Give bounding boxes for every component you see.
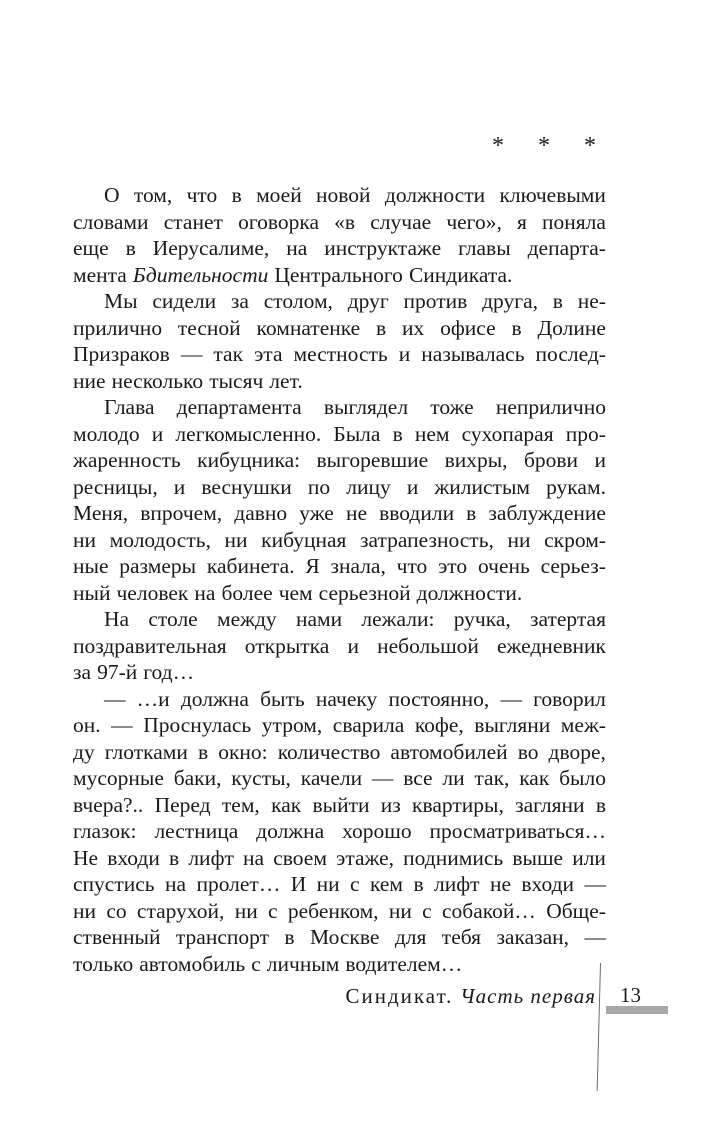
word: Меня, <box>73 501 129 525</box>
word: что <box>186 183 218 207</box>
word: сухопарая <box>461 421 554 446</box>
word: затертая <box>530 607 606 631</box>
page-number: 13 <box>620 983 641 1007</box>
word: квартиры, <box>412 792 504 817</box>
word: на <box>194 580 216 605</box>
word: и <box>151 421 164 446</box>
word: так, <box>474 766 510 790</box>
word: ручка, <box>453 607 511 631</box>
word: лицу <box>346 474 391 499</box>
text-line <box>73 871 606 898</box>
text-line <box>73 633 606 660</box>
text-line <box>73 553 606 580</box>
word: на <box>164 872 187 896</box>
text-line <box>73 235 606 262</box>
word: должности. <box>416 580 523 605</box>
word: Обще- <box>546 898 606 923</box>
word: моей <box>256 183 302 207</box>
word: должна <box>256 819 325 843</box>
word: не- <box>577 289 606 313</box>
word: О <box>104 183 120 207</box>
word: с <box>268 898 278 923</box>
text-line <box>73 712 606 739</box>
word: — <box>111 713 133 737</box>
word: в <box>284 925 295 949</box>
word: выйти <box>312 792 370 817</box>
word: кибуцника: <box>197 448 301 472</box>
word: молодо <box>73 421 140 446</box>
word: уже <box>299 501 334 525</box>
word: друг <box>347 289 389 313</box>
text-line <box>73 368 606 395</box>
text-line <box>73 421 606 448</box>
word: качели <box>300 766 363 790</box>
word: 97-й <box>97 660 138 684</box>
word: в <box>552 289 563 313</box>
word: тысяч <box>209 368 264 393</box>
word: лифт <box>433 872 480 896</box>
word: их <box>402 315 425 340</box>
word: дворе, <box>548 739 606 764</box>
word: «в <box>334 209 356 234</box>
word: главы <box>458 236 511 260</box>
word: послед- <box>535 342 606 366</box>
word: не <box>489 872 511 896</box>
word: легкомысленно. <box>175 421 322 446</box>
word: быть <box>260 686 305 711</box>
word: в <box>197 739 209 764</box>
word: более <box>221 580 273 605</box>
paragraph <box>73 288 606 394</box>
word: в <box>466 501 477 525</box>
word: за <box>230 289 249 313</box>
word: Иерусалиме, <box>152 236 270 260</box>
word: Долине <box>537 315 606 340</box>
word: вихры, <box>444 448 508 472</box>
word: поднимись <box>403 845 504 870</box>
text-line <box>73 209 606 236</box>
word: поняла <box>542 209 606 234</box>
word: Не <box>73 845 99 870</box>
word: веснушки <box>201 474 292 499</box>
word: что <box>396 554 428 578</box>
word: — <box>371 766 394 790</box>
word: загляни <box>515 792 585 817</box>
word: лифт <box>188 845 234 870</box>
word: из <box>380 792 401 817</box>
word: ресницы, <box>73 474 158 499</box>
word: жаренность <box>73 448 181 472</box>
word: — <box>584 925 606 949</box>
word: мента <box>73 262 127 287</box>
word: начеку <box>315 686 378 711</box>
text-line <box>73 659 606 686</box>
text-line <box>73 288 606 315</box>
word: и <box>406 474 419 499</box>
word: и <box>173 474 186 499</box>
word: эта <box>254 342 283 366</box>
word: ни <box>316 872 340 896</box>
word: новой <box>316 183 371 207</box>
word: лежали: <box>361 607 435 631</box>
paragraph <box>73 606 606 686</box>
paragraph <box>73 686 606 978</box>
word: выглядел <box>323 395 409 419</box>
word: про- <box>565 421 606 446</box>
word: год… <box>143 660 195 684</box>
word: заказан, <box>496 925 570 949</box>
word: станет <box>163 209 223 234</box>
word: кибуцная <box>261 527 347 552</box>
text-line <box>73 580 606 607</box>
word: нем <box>414 421 450 446</box>
word: автомобиль <box>139 951 246 976</box>
word: со <box>106 898 127 923</box>
word: он. <box>73 713 101 737</box>
word: в <box>511 315 522 340</box>
word: не <box>345 501 368 525</box>
word: Глава <box>104 395 155 419</box>
word: ни <box>388 898 412 923</box>
italic-word: Бдительности <box>132 262 269 287</box>
word: человек <box>116 580 189 605</box>
word: ключевыми <box>499 183 606 207</box>
word: нами <box>295 607 343 631</box>
text-line <box>73 182 606 209</box>
word: ежедневник <box>497 633 606 658</box>
text-line <box>73 262 606 289</box>
word: ный <box>73 580 111 605</box>
word: личным <box>266 951 340 976</box>
word: в <box>125 236 136 260</box>
word: выгляни <box>474 713 551 737</box>
word: …и <box>136 686 170 711</box>
word: для <box>394 925 427 949</box>
word: серьез- <box>540 554 606 578</box>
word: неприлично <box>495 395 606 419</box>
word: серьезной <box>318 580 411 605</box>
word: департа- <box>527 236 606 260</box>
word: Москве <box>309 925 380 949</box>
text-line <box>73 739 606 766</box>
word: должна <box>180 686 249 711</box>
text-line <box>73 686 606 713</box>
word: выше <box>512 845 564 870</box>
text-line <box>73 500 606 527</box>
word: вчера?.. <box>73 792 144 817</box>
word: Синдиката. <box>408 262 513 287</box>
word: в <box>376 315 387 340</box>
word: давно <box>234 501 288 525</box>
word: было <box>559 766 606 790</box>
text-line <box>73 315 606 342</box>
section-divider: * * * <box>492 133 610 159</box>
word: кусты, <box>231 766 291 790</box>
body-text <box>73 182 606 977</box>
word: Перед <box>154 792 211 817</box>
word: столе <box>148 607 198 631</box>
word: должности <box>384 183 486 207</box>
word: водителем… <box>345 951 463 976</box>
word: лет. <box>269 368 303 393</box>
text-line <box>73 951 606 978</box>
word: инструктаже <box>324 236 442 260</box>
word: Была <box>333 421 381 446</box>
text-line <box>73 924 606 951</box>
paragraph <box>73 394 606 606</box>
word: на <box>286 236 308 260</box>
word: ни <box>73 898 97 923</box>
word: столом, <box>263 289 333 313</box>
word: кем <box>369 872 404 896</box>
word: и <box>347 633 359 658</box>
word: лестница <box>154 819 239 843</box>
word: за <box>73 660 92 684</box>
word: ребенком, <box>287 898 379 923</box>
word: департамента <box>176 395 302 419</box>
word: выгоревшие <box>316 448 429 472</box>
word: — <box>500 686 522 711</box>
word: комнатенке <box>256 315 361 340</box>
word: — <box>104 686 126 711</box>
footer-part-title: Часть первая <box>460 984 596 1008</box>
word: несколько <box>111 368 204 393</box>
word: называлась <box>421 342 525 366</box>
word: ли <box>442 766 465 790</box>
word: ни <box>234 898 258 923</box>
word: — <box>584 872 606 896</box>
word: ни <box>224 527 248 552</box>
word: утром, <box>261 713 323 737</box>
word: кабинета. <box>206 554 295 578</box>
word: тоже <box>430 395 474 419</box>
word: на <box>243 845 265 870</box>
word: по <box>307 474 331 499</box>
word: поздравительная <box>73 633 227 658</box>
word: случае <box>370 209 432 234</box>
word: в <box>413 872 424 896</box>
word: только <box>73 951 134 976</box>
word: чем <box>278 580 313 605</box>
word: ни <box>507 527 531 552</box>
word: И <box>290 872 307 896</box>
margin-rule <box>597 963 601 1091</box>
word: или <box>572 845 606 870</box>
word: На <box>104 607 130 631</box>
word: брови <box>523 448 579 472</box>
word: постоянно, <box>388 686 490 711</box>
word: своем <box>273 845 327 870</box>
word: Я <box>305 554 320 578</box>
word: между <box>216 607 277 631</box>
word: и <box>398 342 411 366</box>
text-line <box>73 818 606 845</box>
text-line <box>73 527 606 554</box>
word: входи <box>521 872 575 896</box>
word: открытка <box>244 633 330 658</box>
word: окно: <box>218 739 268 764</box>
text-line <box>73 606 606 633</box>
word: транспорт <box>175 925 270 949</box>
word: местность <box>293 342 388 366</box>
text-line <box>73 845 606 872</box>
word: молодость, <box>109 527 211 552</box>
word: Центрального <box>274 262 403 287</box>
word: во <box>517 739 539 764</box>
word: тебя <box>441 925 482 949</box>
word: ду <box>73 739 95 764</box>
word: спустись <box>73 872 155 896</box>
word: я <box>516 209 527 234</box>
word: против <box>403 289 468 313</box>
word: ние <box>73 368 106 393</box>
word: Проснулась <box>143 713 252 737</box>
word: жилистым <box>434 474 530 499</box>
word: том, <box>133 183 173 207</box>
text-line <box>73 341 606 368</box>
word: все <box>403 766 433 790</box>
word: с <box>422 898 432 923</box>
word: еще <box>73 236 109 260</box>
word: рукам. <box>546 474 606 499</box>
text-line <box>73 394 606 421</box>
word: так <box>213 342 244 366</box>
word: скром- <box>544 527 606 552</box>
word: — <box>180 342 203 366</box>
word: в <box>595 792 606 817</box>
word: пролет… <box>196 872 281 896</box>
word: затрапезность, <box>360 527 494 552</box>
word: это <box>438 554 468 578</box>
text-line <box>73 447 606 474</box>
word: с <box>251 951 261 976</box>
word: заблуждение <box>488 501 606 525</box>
word: как <box>271 792 302 817</box>
word: глотками <box>104 739 188 764</box>
word: хорошо <box>342 819 412 843</box>
word: говорил <box>533 686 606 711</box>
word: Мы <box>104 289 138 313</box>
word: с <box>350 872 360 896</box>
word: входи <box>107 845 160 870</box>
word: прилично <box>73 315 163 340</box>
word: впрочем, <box>140 501 223 525</box>
footer-series-title: Синдикат. <box>345 984 454 1008</box>
word: автомобилей <box>390 739 508 764</box>
text-line <box>73 792 606 819</box>
text-line <box>73 898 606 925</box>
word: Призраков <box>73 342 170 366</box>
word: офисе <box>440 315 496 340</box>
word: этаже, <box>336 845 395 870</box>
word: друга, <box>482 289 538 313</box>
word: количество <box>277 739 381 764</box>
word: ственный <box>73 925 161 949</box>
word: в <box>392 421 403 446</box>
text-line <box>73 765 606 792</box>
word: чего», <box>446 209 502 234</box>
word: в <box>169 845 180 870</box>
word: глазок: <box>73 819 137 843</box>
word: в <box>231 183 242 207</box>
word: небольшой <box>377 633 479 658</box>
text-line <box>73 474 606 501</box>
word: мусорные <box>73 766 164 790</box>
word: сидели <box>152 289 217 313</box>
word: ные <box>73 554 109 578</box>
word: очень <box>477 554 530 578</box>
word: просматриваться… <box>429 819 606 843</box>
word: вводили <box>379 501 455 525</box>
word: словами <box>73 209 149 234</box>
word: и <box>594 448 606 472</box>
word: собакой… <box>442 898 536 923</box>
word: меж- <box>560 713 606 737</box>
word: баки, <box>173 766 222 790</box>
word: оговорка <box>238 209 320 234</box>
word: знала, <box>330 554 386 578</box>
word: размеры <box>119 554 197 578</box>
word: тем, <box>221 792 260 817</box>
word: как <box>519 766 550 790</box>
word: тесной <box>177 315 241 340</box>
word: кофе, <box>414 713 464 737</box>
word: старухой, <box>136 898 225 923</box>
word: ни <box>73 527 97 552</box>
running-footer <box>300 984 596 1009</box>
paragraph <box>73 182 606 288</box>
word: сварила <box>332 713 405 737</box>
